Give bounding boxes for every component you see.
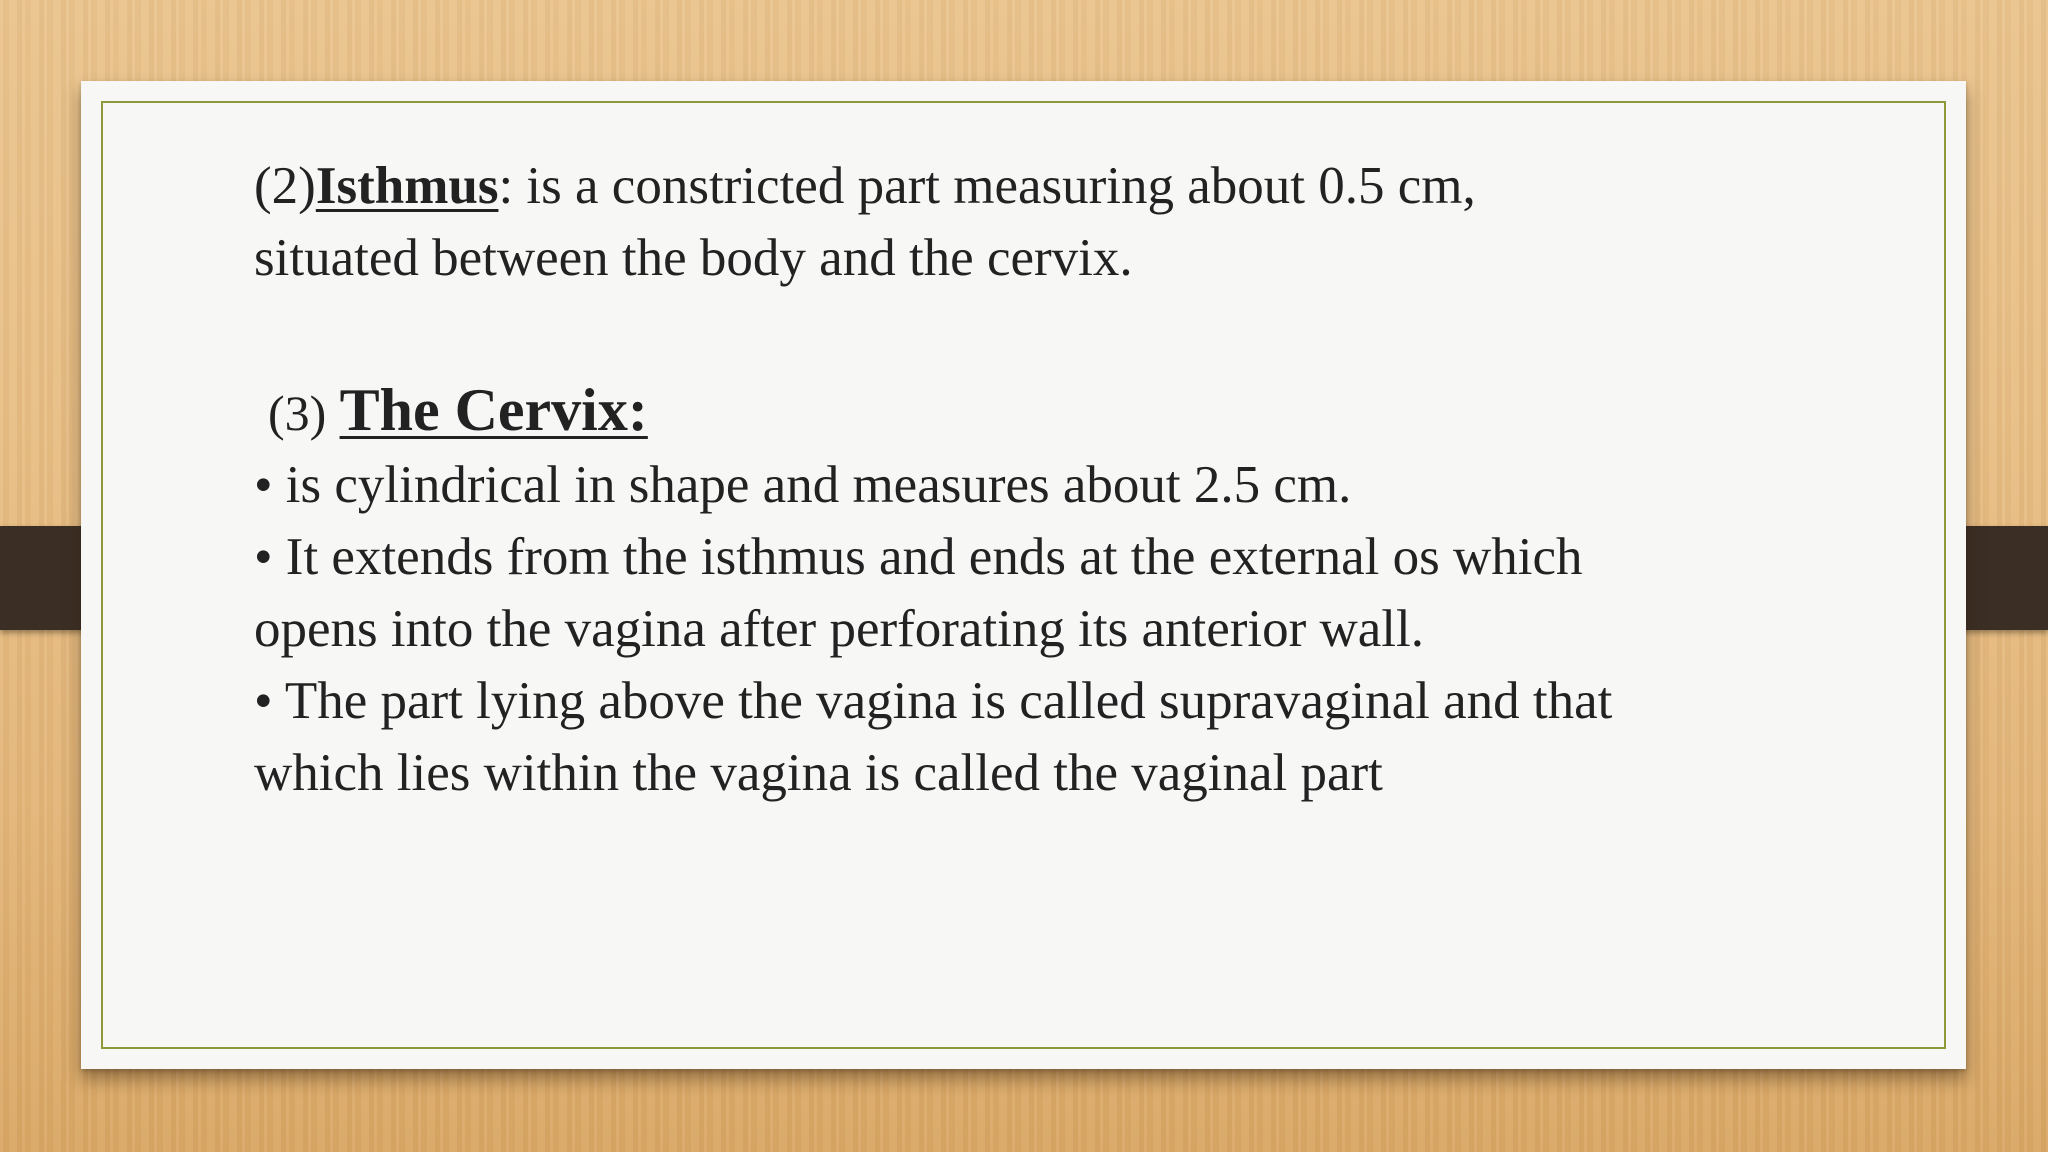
isthmus-text-2: situated between the body and the cervix. [254, 229, 1133, 287]
isthmus-text-1: : is a constricted part measuring about 0.5 cm, [498, 157, 1476, 215]
cervix-bullet-3: • The part lying above the vagina is called supravaginal and that [254, 672, 1613, 730]
cervix-bullet-2: • It extends from the isthmus and ends at the external os which [254, 528, 1583, 586]
cervix-heading: The Cervix: [339, 377, 648, 443]
isthmus-heading: Isthmus [315, 157, 499, 215]
slide-content [254, 150, 1814, 809]
cervix-heading-line [254, 374, 1814, 449]
isthmus-line-1 [254, 150, 1814, 222]
cervix-bullet-3-cont: which lies within the vagina is called the vaginal part [254, 744, 1383, 802]
cervix-bullet-2-cont: opens into the vagina after perforating its anterior wall. [254, 600, 1425, 658]
isthmus-number: (2) [254, 157, 316, 215]
cervix-bullet-1: • is cylindrical in shape and measures about 2.5 cm. [254, 456, 1352, 514]
cervix-number: (3) [268, 385, 327, 441]
section-spacer [254, 294, 1814, 374]
